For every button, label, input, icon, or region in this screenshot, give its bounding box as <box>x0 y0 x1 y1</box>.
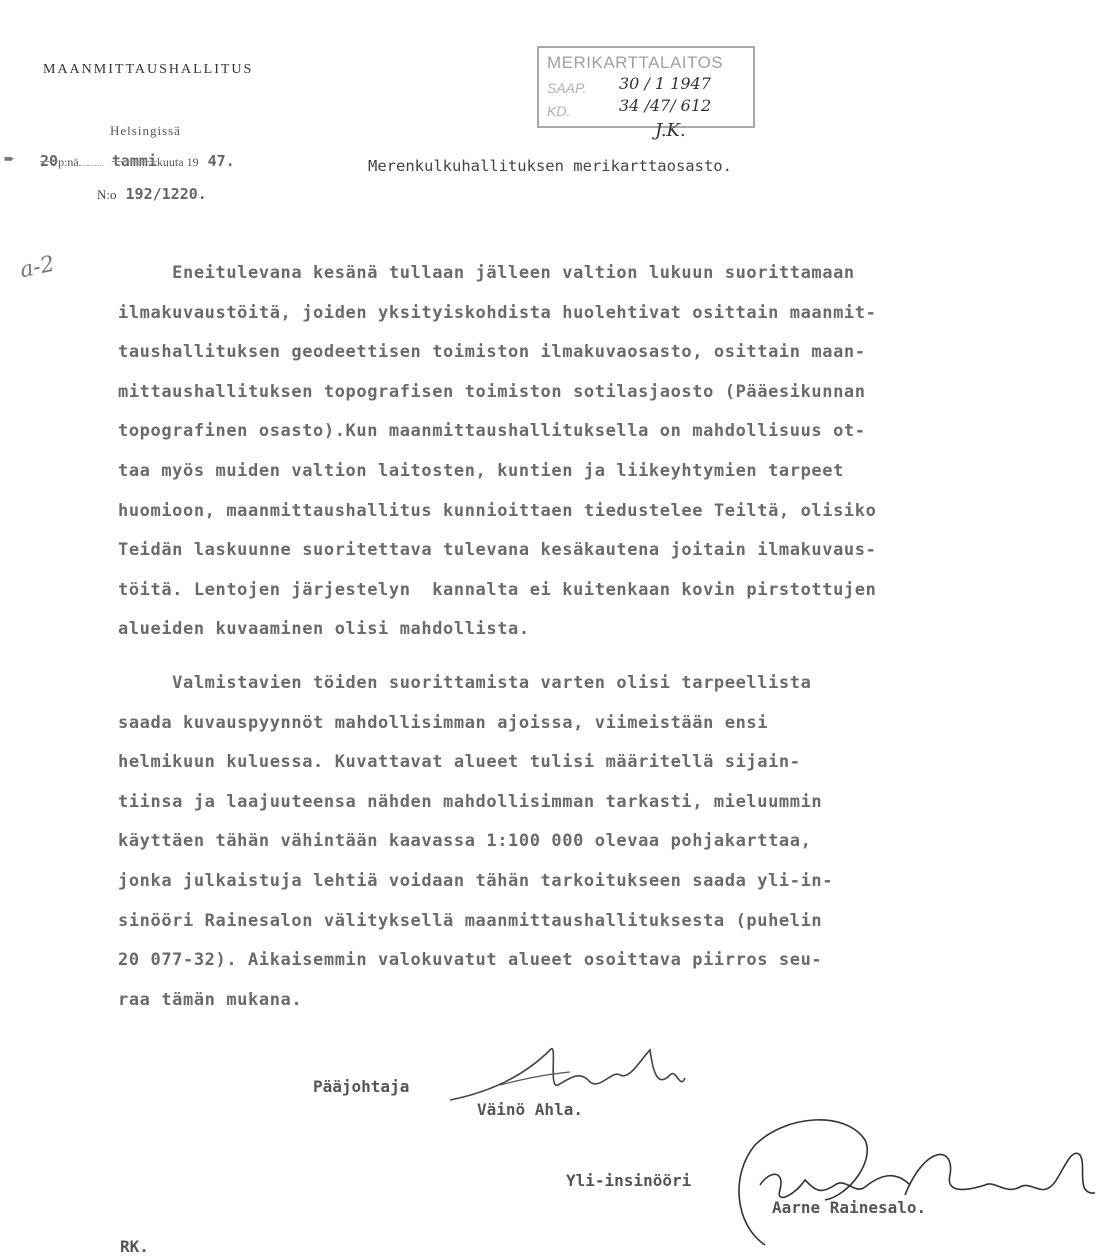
body-line: topografinen osasto).Kun maanmittaushallituksella on mahdollisuus ot- <box>118 421 866 442</box>
stamp-saap-label: SAAP. <box>547 80 587 96</box>
body-line: töitä. Lentojen järjestelyn kannalta ei kuitenkaan kovin pirstottujen <box>118 579 877 600</box>
footer-initials: RK. <box>120 1237 149 1256</box>
body-line: sinööri Rainesalon välityksellä maanmittaushallituksesta (puhelin <box>118 910 823 931</box>
margin-note: a-2 <box>17 251 57 284</box>
stamp-initials: J.K. <box>655 120 686 141</box>
signatory-name-2: Aarne Rainesalo. <box>772 1198 927 1217</box>
body-line: tiinsa ja laajuuteensa nähden mahdollisimman tarkasti, mieluummin <box>118 791 823 812</box>
signatory-title-1: Pääjohtaja <box>313 1077 410 1096</box>
date-line <box>40 152 235 170</box>
organization-name: MAANMITTAUSHALLITUS <box>43 62 254 77</box>
arrow-mark-icon: ➨ <box>4 149 15 170</box>
stamp-kd-label: KD. <box>547 103 571 119</box>
reference-number <box>97 185 207 203</box>
date-year: 47. <box>207 152 235 170</box>
stamp-title: MERIKARTTALAITOS <box>547 53 724 72</box>
body-line: mittaushallituksen topografisen toimiston sotilasjaosto (Pääesikunnan <box>118 381 866 402</box>
number-prefix: N:o <box>97 187 117 202</box>
stamp-saap-value: 30 / 1 1947 <box>619 74 711 93</box>
place-label: Helsingissä <box>110 123 181 138</box>
signature-2 <box>725 1115 1105 1250</box>
recipient: Merenkulkuhallituksen merikarttaosasto. <box>368 157 732 175</box>
body-line: huomioon, maanmittaushallitus kunnioittaen tiedustelee Teiltä, olisiko <box>118 500 877 521</box>
received-stamp <box>537 46 755 128</box>
body-line: alueiden kuvaaminen olisi mahdollista. <box>118 619 530 640</box>
body-line: raa tämän mukana. <box>118 989 303 1010</box>
body-line: 20 077-32). Aikaisemmin valokuvatut alueet osoittava piirros seu- <box>118 950 823 971</box>
body-line: helmikuun kuluessa. Kuvattavat alueet tulisi määritellä sijain- <box>118 752 801 773</box>
body-line: taushallituksen geodeettisen toimiston ilmakuvaosasto, osittain maan- <box>118 342 866 363</box>
stamp-kd-value: 34 /47/ 612 <box>619 96 712 115</box>
body-line: taa myös muiden valtion laitosten, kuntien ja liikeyhtymien tarpeet <box>118 461 844 481</box>
body-line: ilmakuvaustöitä, joiden yksityiskohdista huolehtivat osittain maanmit- <box>118 302 877 323</box>
number-value: 192/1220. <box>125 185 207 203</box>
signatory-name-1: Väinö Ahla. <box>477 1100 583 1119</box>
signature-1 <box>440 1030 700 1110</box>
body-line: jonka julkaistuja lehtiä voidaan tähän tarkoitukseen saada yli-in- <box>118 871 834 891</box>
body-line: Eneitulevana kesänä tullaan jälleen valtion lukuun suorittamaan <box>118 263 855 283</box>
body-line: Teidän laskuunne suoritettava tulevana kesäkautena joitain ilmakuvaus- <box>118 540 877 561</box>
body-line: saada kuvauspyynnöt mahdollisimman ajoissa, viimeistään ensi <box>118 712 769 733</box>
body-line: Valmistavien töiden suorittamista varten olisi tarpeellista <box>118 673 812 693</box>
date-suffix: p:nä <box>58 155 79 169</box>
date-kuuta: kuuta 19 <box>156 155 199 169</box>
body-line: käyttäen tähän vähintään kaavassa 1:100 000 olevaa pohjakarttaa, <box>118 831 812 852</box>
date-month: tammi <box>111 152 157 170</box>
date-day: 20 <box>40 152 59 170</box>
signatory-title-2: Yli-insinööri <box>566 1171 692 1190</box>
